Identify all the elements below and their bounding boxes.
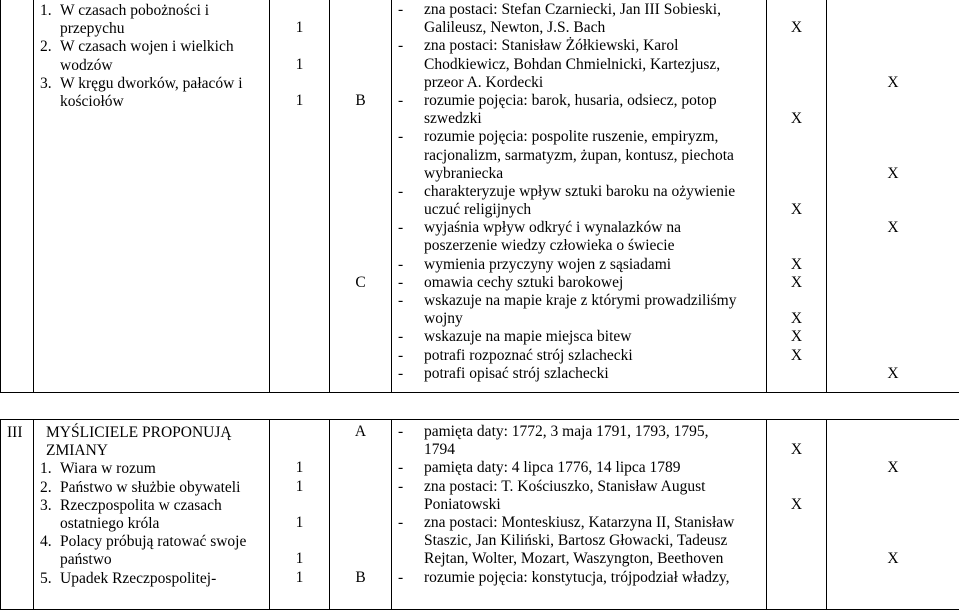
requirement-text: potrafi opisać strój szlachecki: [424, 365, 609, 383]
requirement-line: [396, 110, 762, 128]
x-mark: [771, 550, 822, 568]
topic-text: wodzów: [60, 57, 113, 75]
section-number-cell: [1, 0, 34, 393]
topic-item: [40, 460, 263, 478]
x-mark: [831, 478, 955, 496]
x-mark: X: [771, 274, 822, 292]
x-mark: [771, 165, 822, 183]
requirement-text: poszerzenie wiedzy człowieka o świecie: [424, 237, 674, 255]
level-value: [334, 56, 387, 74]
requirement-line: [396, 347, 762, 365]
level-value: [334, 183, 387, 201]
level-value: [334, 256, 387, 274]
requirement-text: charakteryzuje wpływ sztuki baroku na ożywienie: [424, 183, 735, 201]
level-value: [334, 532, 387, 550]
topic-number: 1.: [40, 2, 60, 20]
level-value: [334, 237, 387, 255]
bullet-dash: -: [396, 423, 424, 441]
requirement-text: potrafi rozpoznać strój szlachecki: [424, 347, 633, 365]
x-mark: [831, 256, 955, 274]
level-value: [334, 147, 387, 165]
hours-value: 1: [274, 550, 325, 568]
hours-list: [270, 420, 329, 587]
requirement-text: rozumie pojęcia: konstytucja, trójpodział władzy,: [424, 569, 729, 587]
level-value: [334, 496, 387, 514]
requirement-line: [396, 219, 762, 237]
x-mark: [771, 128, 822, 146]
requirement-line: [396, 569, 762, 587]
x-col2-list: [827, 420, 959, 587]
x-mark: [831, 310, 955, 328]
level-value: [334, 459, 387, 477]
requirement-line: [396, 201, 762, 219]
section-heading-line: ZMIANY: [40, 442, 263, 460]
hours-value: 1: [274, 514, 325, 532]
requirement-text: 1794: [424, 441, 455, 459]
x-mark: X: [771, 256, 822, 274]
x-mark: [831, 347, 955, 365]
bullet-dash: -: [396, 347, 424, 365]
x-mark: [831, 328, 955, 346]
x-mark: [771, 92, 822, 110]
x-mark: [771, 532, 822, 550]
hours-value: 1: [274, 569, 325, 587]
x-mark: X: [831, 550, 955, 568]
topic-item: [40, 515, 263, 533]
topic-number: 4.: [40, 533, 60, 551]
bullet-dash: -: [396, 128, 424, 146]
requirement-line: [396, 514, 762, 532]
hours-value: 1: [274, 56, 325, 74]
level-value: [334, 514, 387, 532]
section-number-cell: [1, 420, 34, 610]
x-mark: X: [771, 19, 822, 37]
bullet-dash: -: [396, 292, 424, 310]
requirement-line: [396, 550, 762, 568]
topic-text: kościołów: [60, 93, 124, 111]
requirement-line: [396, 128, 762, 146]
topic-item: [40, 38, 263, 56]
bullet-dash: -: [396, 219, 424, 237]
level-cell: [330, 0, 392, 393]
requirement-text: Chodkiewicz, Bohdan Chmielnicki, Kartezjusz,: [424, 56, 720, 74]
requirement-text: Poniatowski: [424, 496, 501, 514]
level-value: [334, 478, 387, 496]
requirements-list: [392, 0, 766, 383]
requirement-line: [396, 165, 762, 183]
x-mark: [831, 19, 955, 37]
x-mark: X: [831, 74, 955, 92]
requirement-line: [396, 92, 762, 110]
x-mark: [771, 147, 822, 165]
requirements-list: [392, 420, 766, 587]
requirement-text: pamięta daty: 4 lipca 1776, 14 lipca 1789: [424, 459, 681, 477]
hours-value: [274, 423, 325, 441]
x-col1-list: [767, 0, 826, 383]
requirement-line: [396, 74, 762, 92]
topic-item: [40, 75, 263, 93]
topic-number: 3.: [40, 497, 60, 515]
requirement-line: [396, 1, 762, 19]
x-mark: [831, 514, 955, 532]
requirement-text: przeor A. Kordecki: [424, 74, 543, 92]
section-roman-numeral: III: [1, 420, 33, 442]
requirement-line: [396, 56, 762, 74]
requirement-line: [396, 532, 762, 550]
level-value: [334, 110, 387, 128]
topic-item: [40, 20, 263, 38]
topic-text: W kręgu dworków, pałaców i: [60, 75, 243, 93]
requirement-text: rozumie pojęcia: barok, husaria, odsiecz, potop: [424, 92, 717, 110]
hours-cell: [270, 420, 330, 610]
bullet-dash: -: [396, 365, 424, 383]
hours-cell: [270, 0, 330, 393]
topic-list: [34, 0, 269, 111]
requirements-cell: [392, 420, 767, 610]
topic-item: [40, 533, 263, 551]
requirement-line: [396, 274, 762, 292]
x-mark: [831, 441, 955, 459]
topic-item: [40, 497, 263, 515]
topic-number: 2.: [40, 38, 60, 56]
hours-value: [274, 496, 325, 514]
x-col1-cell: [767, 0, 827, 393]
topic-number: 2.: [40, 479, 60, 497]
topic-item: [40, 57, 263, 75]
x-col1-list: [767, 420, 826, 587]
topic-text: Rzeczpospolita w czasach: [60, 497, 222, 515]
x-mark: [771, 423, 822, 441]
x-mark: [771, 219, 822, 237]
topic-number: 3.: [40, 75, 60, 93]
x-mark: [831, 110, 955, 128]
requirement-text: Rejtan, Wolter, Mozart, Waszyngton, Beethoven: [424, 550, 723, 568]
requirement-line: [396, 237, 762, 255]
requirement-text: wojny: [424, 310, 463, 328]
level-value: [334, 441, 387, 459]
x-mark: [771, 292, 822, 310]
x-mark: [831, 496, 955, 514]
topic-text: Wiara w rozum: [60, 460, 156, 478]
hours-value: [274, 1, 325, 19]
hours-value: 1: [274, 92, 325, 110]
requirement-text: uczuć religijnych: [424, 201, 531, 219]
bullet-dash: -: [396, 37, 424, 55]
requirement-line: [396, 328, 762, 346]
x-mark: X: [771, 496, 822, 514]
topic-text: państwo: [60, 551, 112, 569]
requirement-text: zna postaci: T. Kościuszko, Stanisław August: [424, 478, 705, 496]
x-mark: [831, 292, 955, 310]
requirement-text: Staszic, Jan Kiliński, Bartosz Głowacki, Tadeusz: [424, 532, 727, 550]
hours-value: [274, 74, 325, 92]
x-mark: [771, 514, 822, 532]
x-mark: [831, 201, 955, 219]
requirement-line: [396, 292, 762, 310]
x-mark: [831, 1, 955, 19]
x-mark: [771, 1, 822, 19]
requirement-line: [396, 183, 762, 201]
level-value: [334, 219, 387, 237]
bullet-dash: -: [396, 514, 424, 532]
x-mark: [771, 183, 822, 201]
x-mark: [831, 569, 955, 587]
bullet-dash: -: [396, 92, 424, 110]
requirement-line: [396, 19, 762, 37]
x-mark: X: [771, 310, 822, 328]
topic-number: 5.: [40, 570, 60, 588]
requirement-text: zna postaci: Stefan Czarniecki, Jan III Sobieski,: [424, 1, 721, 19]
requirement-text: pamięta daty: 1772, 3 maja 1791, 1793, 1795,: [424, 423, 709, 441]
x-mark: X: [831, 365, 955, 383]
requirement-line: [396, 496, 762, 514]
x-mark: [771, 74, 822, 92]
topic-text: Państwo w służbie obywateli: [60, 479, 240, 497]
level-value: C: [334, 274, 387, 292]
x-mark: [831, 128, 955, 146]
curriculum-table-bottom: [0, 419, 959, 610]
bullet-dash: -: [396, 328, 424, 346]
level-value: [334, 550, 387, 568]
hours-value: [274, 441, 325, 459]
requirement-text: wskazuje na mapie kraje z którymi prowadziliśmy: [424, 292, 736, 310]
topic-number: 1.: [40, 460, 60, 478]
topic-text: ostatniego króla: [60, 515, 159, 533]
requirement-line: [396, 441, 762, 459]
x-col1-cell: [767, 420, 827, 610]
x-mark: [831, 183, 955, 201]
x-mark: X: [771, 347, 822, 365]
topic-text: Upadek Rzeczpospolitej-: [60, 570, 216, 588]
topic-item: [40, 551, 263, 569]
x-mark: X: [831, 219, 955, 237]
requirement-text: rozumie pojęcia: pospolite ruszenie, empiryzm,: [424, 128, 718, 146]
requirement-text: szwedzki: [424, 110, 482, 128]
bullet-dash: -: [396, 569, 424, 587]
section-heading-line: MYŚLICIELE PROPONUJĄ: [40, 424, 263, 442]
x-mark: [831, 274, 955, 292]
requirement-text: zna postaci: Monteskiusz, Katarzyna II, Stanisław: [424, 514, 734, 532]
level-value: B: [334, 569, 387, 587]
x-mark: [831, 56, 955, 74]
requirement-line: [396, 459, 762, 477]
requirement-line: [396, 478, 762, 496]
x-mark: [831, 237, 955, 255]
topic-item: [40, 570, 263, 588]
x-mark: [771, 459, 822, 477]
topic-item: [40, 93, 263, 111]
level-list: [330, 420, 391, 587]
requirement-text: Galileusz, Newton, J.S. Bach: [424, 19, 605, 37]
x-col2-list: [827, 0, 959, 383]
requirement-text: racjonalizm, sarmatyzm, żupan, kontusz, piechota: [424, 147, 734, 165]
x-col2-cell: [827, 420, 959, 610]
hours-list: [270, 0, 329, 110]
x-mark: [831, 92, 955, 110]
bullet-dash: -: [396, 1, 424, 19]
x-mark: X: [771, 328, 822, 346]
level-value: [334, 128, 387, 146]
requirement-line: [396, 423, 762, 441]
level-value: [334, 19, 387, 37]
requirement-line: [396, 147, 762, 165]
bullet-dash: -: [396, 459, 424, 477]
topic-item: [40, 479, 263, 497]
x-mark: X: [771, 110, 822, 128]
hours-value: 1: [274, 19, 325, 37]
x-mark: [831, 147, 955, 165]
topic-text: Polacy próbują ratować swoje: [60, 533, 246, 551]
level-cell: [330, 420, 392, 610]
x-mark: [771, 478, 822, 496]
level-value: [334, 201, 387, 219]
requirement-text: wyjaśnia wpływ odkryć i wynalazków na: [424, 219, 681, 237]
requirement-text: omawia cechy sztuki barokowej: [424, 274, 623, 292]
topic-list: [34, 420, 269, 588]
level-value: B: [334, 92, 387, 110]
hours-value: 1: [274, 459, 325, 477]
requirement-line: [396, 310, 762, 328]
topics-cell: [34, 420, 270, 610]
requirement-text: wymienia przyczyny wojen z sąsiadami: [424, 256, 671, 274]
hours-value: [274, 532, 325, 550]
x-mark: [771, 37, 822, 55]
requirements-cell: [392, 0, 767, 393]
x-mark: X: [771, 201, 822, 219]
requirement-text: zna postaci: Stanisław Żółkiewski, Karol: [424, 37, 678, 55]
level-value: A: [334, 423, 387, 441]
bullet-dash: -: [396, 183, 424, 201]
level-value: [334, 1, 387, 19]
hours-value: [274, 37, 325, 55]
x-col2-cell: [827, 0, 959, 393]
requirement-line: [396, 256, 762, 274]
x-mark: [771, 569, 822, 587]
bullet-dash: -: [396, 274, 424, 292]
x-mark: X: [831, 165, 955, 183]
topic-text: przepychu: [60, 20, 125, 38]
level-list: [330, 0, 391, 292]
requirement-text: wybraniecka: [424, 165, 503, 183]
x-mark: X: [831, 459, 955, 477]
x-mark: [771, 56, 822, 74]
requirement-line: [396, 37, 762, 55]
bullet-dash: -: [396, 256, 424, 274]
requirement-text: wskazuje na mapie miejsca bitew: [424, 328, 631, 346]
x-mark: [831, 532, 955, 550]
hours-value: 1: [274, 478, 325, 496]
x-mark: [771, 237, 822, 255]
bullet-dash: -: [396, 478, 424, 496]
x-mark: [831, 423, 955, 441]
requirement-line: [396, 365, 762, 383]
level-value: [334, 74, 387, 92]
topic-text: W czasach pobożności i: [60, 2, 209, 20]
level-value: [334, 165, 387, 183]
topic-text: W czasach wojen i wielkich: [60, 38, 234, 56]
topic-item: [40, 2, 263, 20]
topics-cell: [34, 0, 270, 393]
level-value: [334, 37, 387, 55]
x-mark: [771, 365, 822, 383]
x-mark: X: [771, 441, 822, 459]
x-mark: [831, 37, 955, 55]
